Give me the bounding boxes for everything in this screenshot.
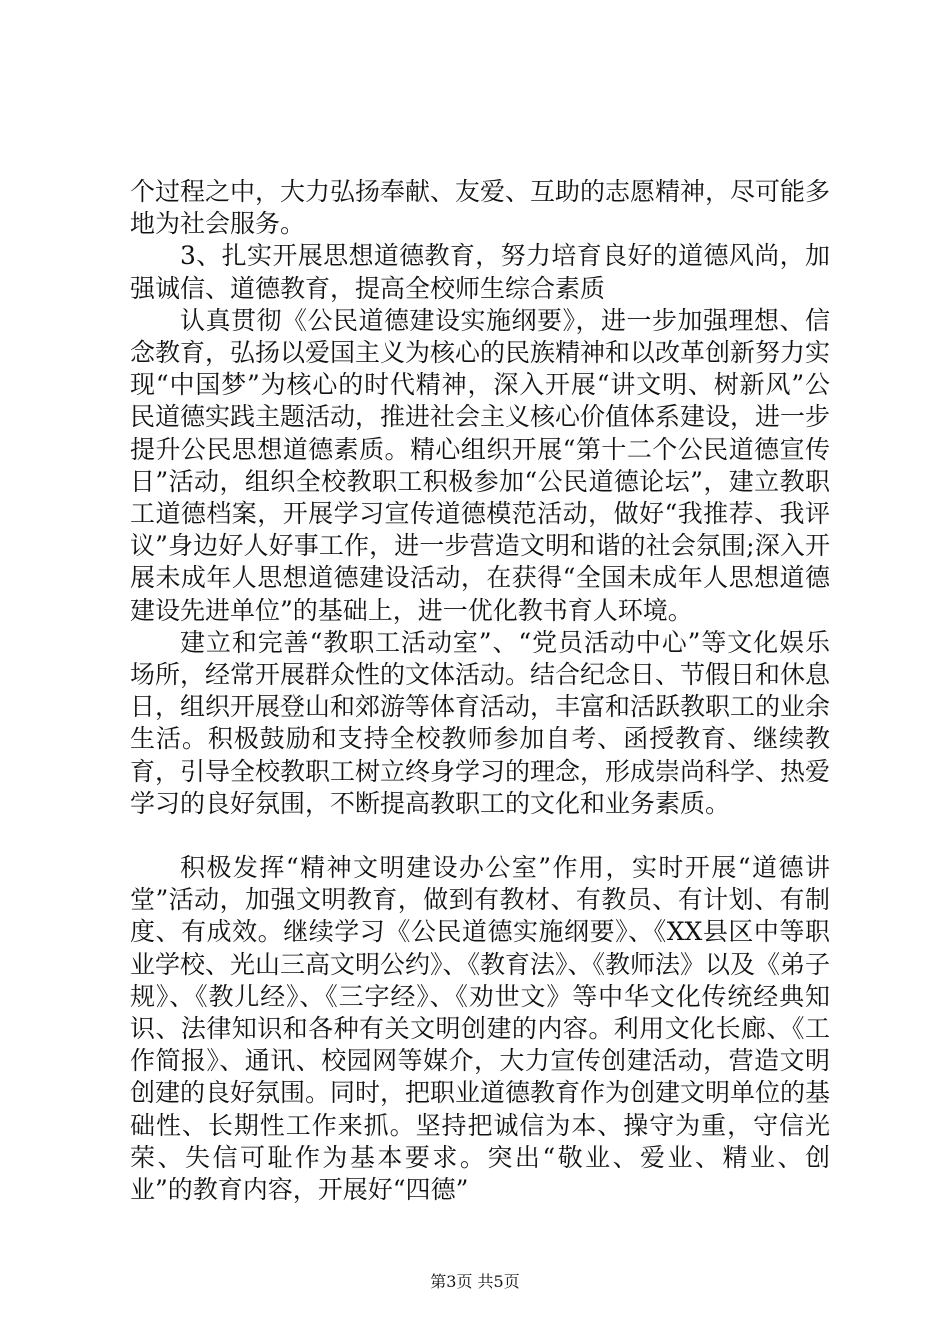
page-number-footer: 第3页 共5页 bbox=[430, 1272, 520, 1291]
section-heading-3: 3、扎实开展思想道德教育，努力培育良好的道德风尚，加强诚信、道德教育，提高全校师生综合素质 bbox=[130, 241, 830, 303]
paragraph-gap bbox=[130, 820, 830, 852]
paragraph-continued: 个过程之中，大力弘扬奉献、友爱、互助的志愿精神，尽可能多地为社会服务。 bbox=[130, 177, 831, 239]
paragraph-civilization-office: 积极发挥“精神文明建设办公室”作用，实时开展“道德讲堂”活动，加强文明教育，做到有教材、有教员、有计划、有制度、有成效。继续学习《公民道德实施纲要》、《XX县区中等职业学校、光山三高文明公约》、《教育法》、《教师法》以及《弟子规》、《教儿经》、《三字经》、《劝世文》等中华文化传统经典知识、法律知识和各种有关文明创建的内容。利用文化长廊、《工作简报》、通讯、校园网等媒介，大力宣传创建活动，营造文明创建的良好氛围。同时，把职业道德教育作为创建文明单位的基础性、长期性工作来抓。坚持把诚信为本、操守为重，守信光荣、失信可耻作为基本要求。突出“敬业、爱业、精业、创业”的教育内容，开展好“四德” bbox=[130, 853, 831, 1205]
paragraph-activity-rooms: 建立和完善“教职工活动室”、“党员活动中心”等文化娱乐场所，经常开展群众性的文体活动。结合纪念日、节假日和休息日，组织开展登山和郊游等体育活动，丰富和活跃教职工的业余生活。积极鼓励和支持全校教师参加自考、函授教育、继续教育，引导全校教职工树立终身学习的理念，形成崇尚科学、热爱学习的良好氛围，不断提高教职工的文化和业务素质。 bbox=[130, 627, 831, 818]
paragraph-moral-construction: 认真贯彻《公民道德建设实施纲要》，进一步加强理想、信念教育，弘扬以爱国主义为核心的民族精神和以改革创新努力实现“中国梦”为核心的时代精神，深入开展“讲文明、树新风”公民道德实践主题活动，推进社会主义核心价值体系建设，进一步提升公民思想道德素质。精心组织开展“第十二个公民道德宣传日”活动，组织全校教职工积极参加“公民道德论坛”，建立教职工道德档案，开展学习宣传道德模范活动，做好“我推荐、我评议”身边好人好事工作，进一步营造文明和谐的社会氛围;深入开展未成年人思想道德建设活动，在获得“全国未成年人思想道德建设先进单位”的基础上，进一优化教书育人环境。 bbox=[130, 305, 831, 625]
document-body bbox=[130, 176, 830, 1206]
